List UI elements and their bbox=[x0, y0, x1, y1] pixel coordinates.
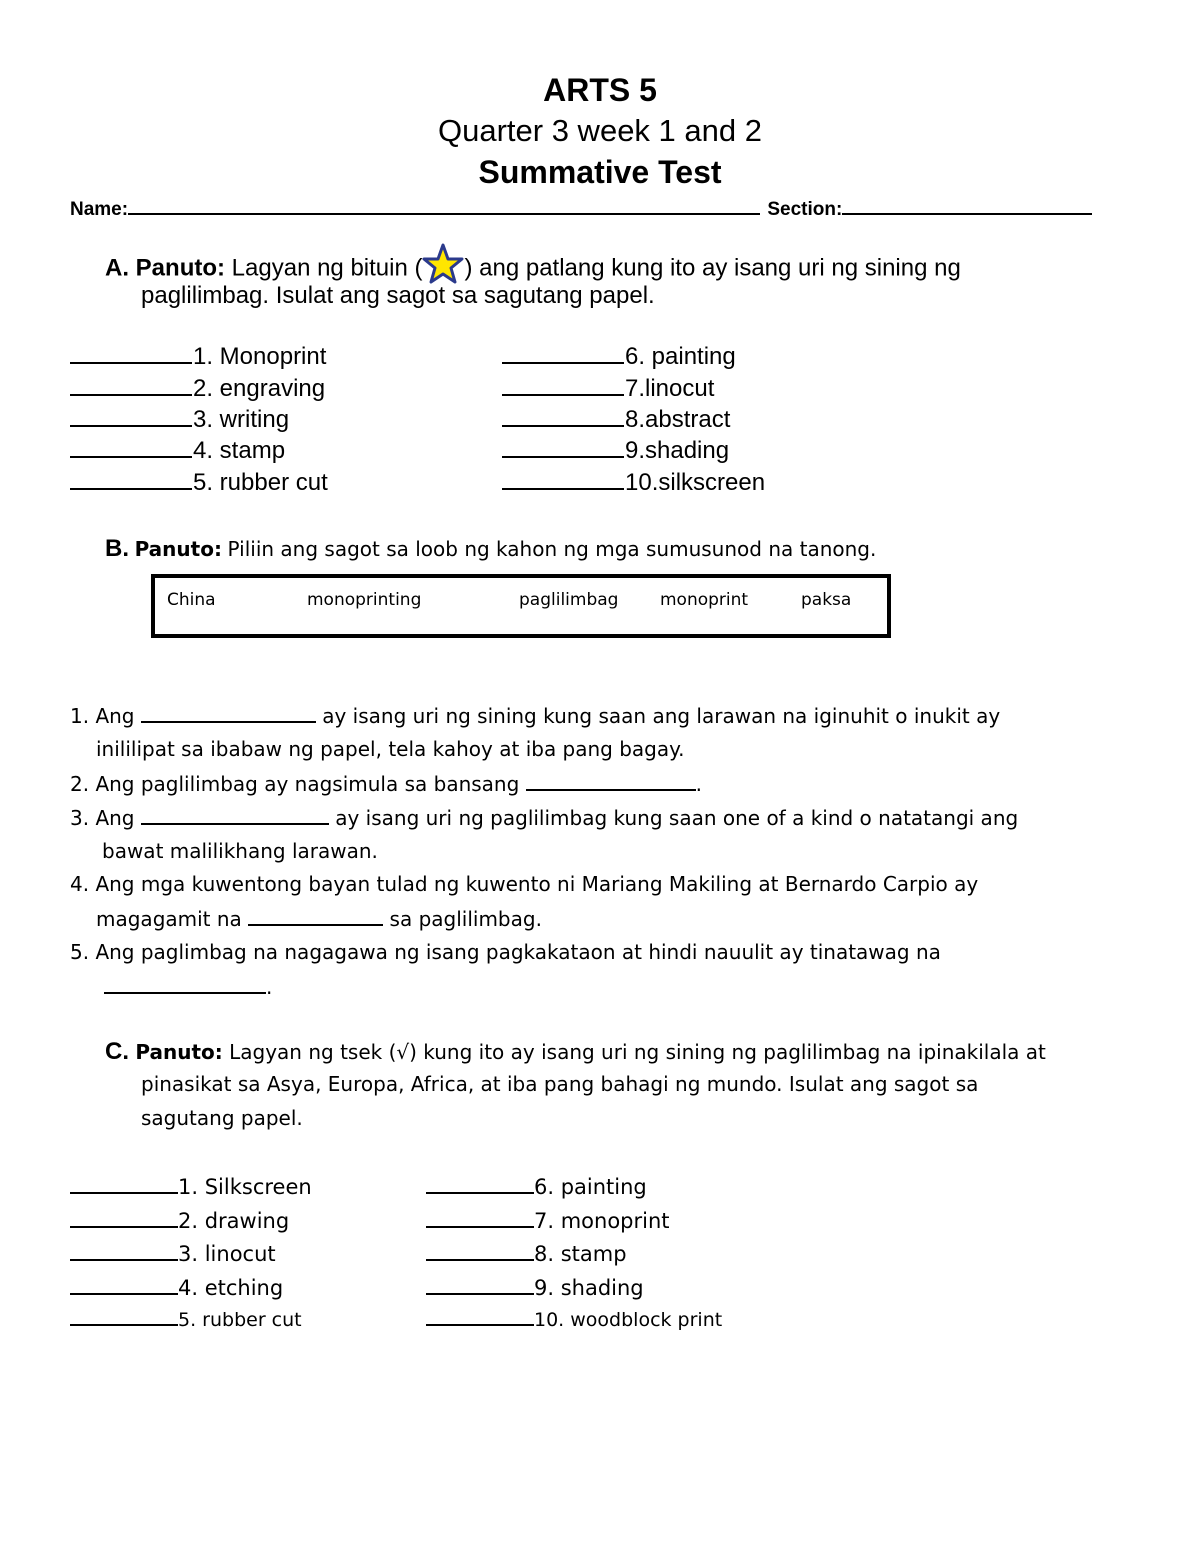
list-item-label: 9.shading bbox=[625, 437, 730, 464]
list-item-label: 8.abstract bbox=[625, 406, 731, 433]
list-item-label: 8. stamp bbox=[534, 1242, 627, 1266]
question-b-1-line2: inililipat sa ibabaw ng papel, tela kahoy at iba pang bagay. bbox=[96, 737, 685, 761]
list-item bbox=[70, 1172, 312, 1199]
page-subtitle: Quarter 3 week 1 and 2 bbox=[438, 113, 762, 148]
answer-blank[interactable] bbox=[526, 771, 696, 791]
name-label: Name: bbox=[70, 199, 129, 220]
answer-blank[interactable] bbox=[426, 1206, 534, 1228]
question-text: ay isang uri ng paglilimbag kung saan one of a kind o natatangi ang bbox=[335, 806, 1019, 830]
question-text: 2. Ang paglilimbag ay nagsimula sa bansang bbox=[70, 772, 520, 796]
question-text: . bbox=[695, 772, 703, 796]
section-c-instruction-line3: sagutang papel. bbox=[141, 1106, 303, 1130]
list-item bbox=[426, 1304, 722, 1331]
question-b-3-line2: bawat malilikhang larawan. bbox=[102, 839, 378, 863]
question-text: magagamit na bbox=[96, 907, 242, 931]
answer-blank[interactable] bbox=[70, 466, 192, 490]
section-a-instruction-line2: paglilimbag. Isulat ang sagot sa sagutang papel. bbox=[141, 282, 655, 309]
list-item bbox=[70, 340, 326, 371]
choices-box bbox=[151, 574, 891, 638]
answer-blank[interactable] bbox=[141, 703, 316, 723]
list-item bbox=[70, 1239, 276, 1266]
choice-monoprinting: monoprinting bbox=[307, 590, 422, 610]
question-b-5: 5. Ang paglimbag na nagagawa ng isang pagkakataon at hindi nauulit ay tinatawag na bbox=[70, 940, 941, 964]
answer-blank[interactable] bbox=[426, 1172, 534, 1194]
answer-blank[interactable] bbox=[426, 1239, 534, 1261]
section-b-instruction-text: Piliin ang sagot sa loob ng kahon ng mga sumusunod na tanong. bbox=[227, 537, 877, 561]
answer-blank[interactable] bbox=[141, 805, 329, 825]
answer-blank[interactable] bbox=[70, 340, 192, 364]
question-b-3 bbox=[70, 805, 1018, 830]
question-b-4-line2 bbox=[96, 906, 542, 931]
choice-monoprint: monoprint bbox=[660, 590, 749, 610]
question-b-2 bbox=[70, 771, 702, 796]
list-item-label: 9. shading bbox=[534, 1276, 644, 1300]
choice-paksa: paksa bbox=[801, 590, 852, 610]
question-text: 1. Ang bbox=[70, 704, 135, 728]
answer-blank[interactable] bbox=[70, 1304, 178, 1326]
list-item-label: 10.silkscreen bbox=[625, 469, 766, 496]
list-item-label: 6. painting bbox=[625, 343, 736, 370]
section-label: Section: bbox=[767, 199, 843, 220]
section-a-panuto-label: Panuto: bbox=[135, 254, 225, 282]
answer-blank[interactable] bbox=[70, 434, 192, 458]
list-item-label: 7. monoprint bbox=[534, 1209, 670, 1233]
list-item bbox=[502, 372, 714, 403]
list-item-label: 2. drawing bbox=[178, 1209, 290, 1233]
section-b-panuto-label: Panuto: bbox=[134, 537, 222, 561]
section-c-instruction-line1: Lagyan ng tsek (√) kung ito ay isang uri ng sining ng paglilimbag na ipinakilala at bbox=[229, 1040, 1046, 1064]
section-c-instruction bbox=[105, 1038, 1046, 1066]
list-item-label: 6. painting bbox=[534, 1175, 647, 1199]
answer-blank[interactable] bbox=[502, 466, 624, 490]
list-item bbox=[502, 403, 730, 434]
answer-blank[interactable] bbox=[70, 1172, 178, 1194]
list-item bbox=[70, 372, 325, 403]
choice-china: China bbox=[167, 590, 216, 610]
answer-blank[interactable] bbox=[502, 403, 624, 427]
question-b-1 bbox=[70, 703, 1000, 728]
list-item-label: 1. Monoprint bbox=[193, 343, 327, 370]
answer-blank[interactable] bbox=[70, 372, 192, 396]
section-field[interactable] bbox=[842, 195, 1092, 215]
section-b-letter: B. bbox=[105, 535, 129, 562]
section-c-instruction-line2: pinasikat sa Asya, Europa, Africa, at iba pang bahagi ng mundo. Isulat ang sagot sa bbox=[141, 1072, 979, 1096]
answer-blank[interactable] bbox=[70, 1206, 178, 1228]
list-item bbox=[502, 340, 736, 371]
list-item-label: 7.linocut bbox=[625, 375, 715, 402]
question-b-5-line2 bbox=[104, 974, 272, 999]
list-item bbox=[70, 434, 285, 465]
section-c-panuto-label: Panuto: bbox=[135, 1040, 223, 1064]
answer-blank[interactable] bbox=[70, 1273, 178, 1295]
list-item-label: 3. writing bbox=[193, 406, 290, 433]
section-b-instruction bbox=[105, 535, 876, 563]
list-item bbox=[70, 403, 289, 434]
name-section-row bbox=[70, 195, 1110, 221]
question-b-4: 4. Ang mga kuwentong bayan tulad ng kuwento ni Mariang Makiling at Bernardo Carpio ay bbox=[70, 872, 979, 896]
answer-blank[interactable] bbox=[70, 1239, 178, 1261]
answer-blank[interactable] bbox=[104, 974, 266, 994]
list-item-label: 3. linocut bbox=[178, 1242, 276, 1266]
list-item bbox=[426, 1239, 627, 1266]
answer-blank[interactable] bbox=[502, 434, 624, 458]
page-title: ARTS 5 bbox=[543, 72, 657, 108]
list-item bbox=[502, 466, 765, 497]
list-item-label: 10. woodblock print bbox=[534, 1309, 723, 1331]
answer-blank[interactable] bbox=[502, 340, 624, 364]
list-item bbox=[426, 1273, 644, 1300]
question-text: 3. Ang bbox=[70, 806, 135, 830]
list-item bbox=[502, 434, 729, 465]
list-item-label: 5. rubber cut bbox=[178, 1309, 302, 1331]
answer-blank[interactable] bbox=[70, 403, 192, 427]
answer-blank[interactable] bbox=[248, 906, 383, 926]
question-text: . bbox=[266, 975, 273, 999]
test-title: Summative Test bbox=[478, 154, 722, 190]
list-item bbox=[426, 1172, 647, 1199]
list-item bbox=[70, 1304, 302, 1331]
answer-blank[interactable] bbox=[426, 1304, 534, 1326]
list-item bbox=[70, 1206, 289, 1233]
list-item bbox=[70, 1273, 283, 1300]
list-item bbox=[426, 1206, 670, 1233]
list-item-label: 1. Silkscreen bbox=[178, 1175, 312, 1199]
list-item-label: 5. rubber cut bbox=[193, 469, 328, 496]
list-item-label: 2. engraving bbox=[193, 375, 326, 402]
answer-blank[interactable] bbox=[502, 372, 624, 396]
list-item-label: 4. etching bbox=[178, 1276, 284, 1300]
question-text: ay isang uri ng sining kung saan ang larawan na iginuhit o inukit ay bbox=[322, 704, 1001, 728]
section-a-letter: A. bbox=[105, 254, 129, 282]
name-field[interactable] bbox=[128, 195, 760, 215]
section-a-instruction-part2: ) ang patlang kung ito ay isang uri ng sining ng bbox=[464, 254, 961, 282]
section-a-instruction-part1: Lagyan ng bituin ( bbox=[231, 254, 423, 282]
choice-paglilimbag: paglilimbag bbox=[519, 590, 619, 610]
list-item bbox=[70, 466, 328, 497]
question-text: sa paglilimbag. bbox=[389, 907, 542, 931]
section-c-letter: C. bbox=[105, 1038, 129, 1065]
answer-blank[interactable] bbox=[426, 1273, 534, 1295]
list-item-label: 4. stamp bbox=[193, 437, 286, 464]
